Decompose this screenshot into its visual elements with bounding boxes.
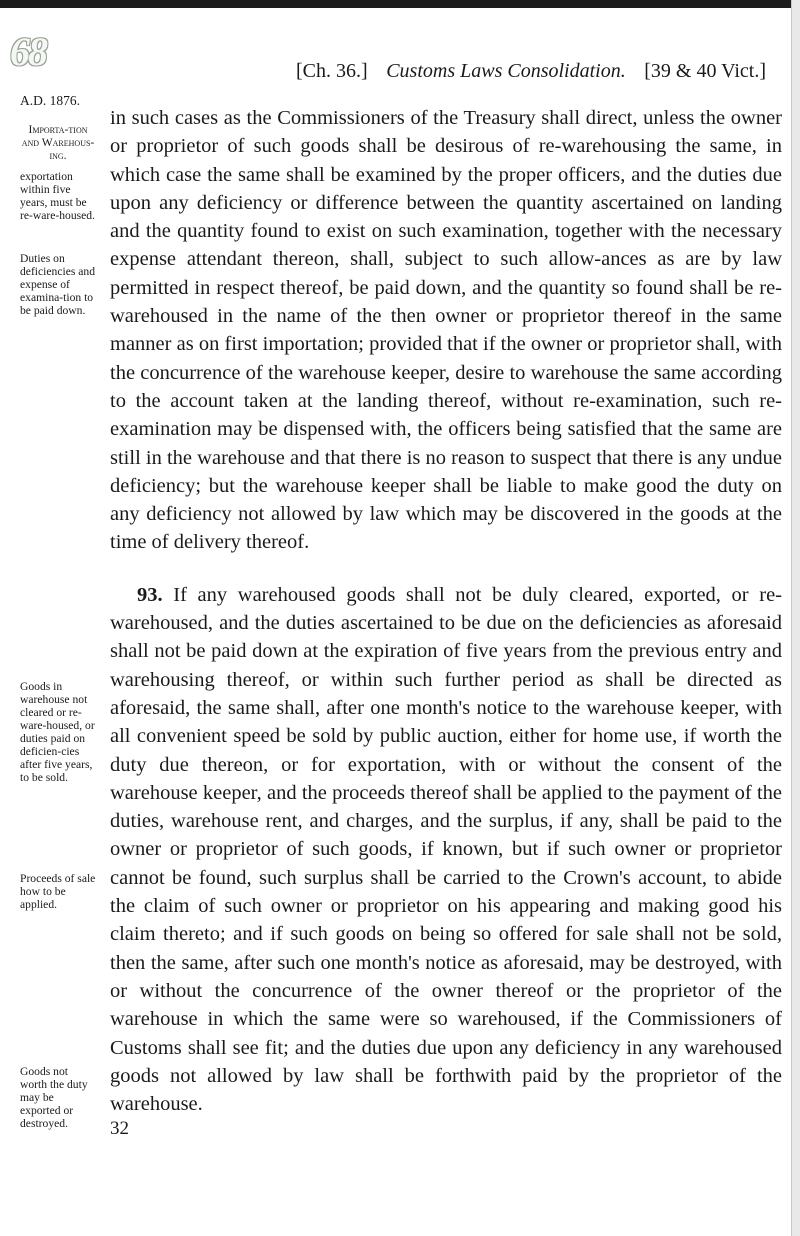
running-header (296, 60, 766, 83)
margin-date: A.D. 1876. (20, 93, 80, 108)
margin-subject-heading: Importa-tion and Warehous-ing. (21, 123, 95, 162)
section-93 (110, 581, 782, 1119)
margin-note-goods-sold: Goods in warehouse not cleared or re-ware-housed, or duties paid on deficien-cies after five years, to be sold. (20, 680, 95, 784)
right-scan-edge (791, 0, 800, 1236)
section-93-text: If any warehoused goods shall not be duly cleared, exported, or re-warehoused, and the duties ascertained to be due on the deficiencies as aforesaid shall not be paid down at the expiration of five years from the previous entry and warehousing thereof, or within such further period as shall be directed as aforesaid, the same shall, after one month's notice to the warehouse keeper, with all convenient speed be sold by public auction, either for home use, if worth the duty due thereon, or for exportation, with or without the consent of the warehouse keeper, and the proceeds thereof shall be applied to the payment of the duties, warehouse rent, and charges, and the surplus, if any, shall be paid to the owner or proprietor of such goods, if known, but if such owner or proprietor cannot be found, such surplus shall be carried to the Crown's account, to abide the claim of such owner or proprietor on his appearing and making good his claim thereto; and if such goods on being so offered for sale shall not be sold, then the same, after such one month's notice as aforesaid, may be destroyed, with or without the concurrence of the owner thereof or the proprietor of the warehouse in which the same were so warehoused, if the Commissioners of Customs shall see fit; and the duties due upon any deficiency in any warehoused goods not allowed by law shall be forthwith paid by the proprietor of the warehouse. (110, 583, 783, 1116)
header-regnal-year: [39 & 40 Vict.] (644, 60, 766, 82)
header-chapter: [Ch. 36.] (296, 60, 368, 82)
section-number: 93. (137, 583, 163, 606)
margin-note-proceeds: Proceeds of sale how to be applied. (20, 872, 96, 911)
header-title: Customs Laws Consolidation. (386, 60, 626, 82)
margin-note-duties-on-deficiencies: Duties on deficiencies and expense of examina-tion to be paid down. (20, 252, 95, 317)
margin-note-exportation: exportation within five years, must be re-ware-housed. (20, 170, 95, 222)
main-text (110, 104, 782, 1140)
handwritten-folio-mark: 68 (10, 29, 46, 74)
top-scan-edge (0, 0, 800, 8)
paragraph-continuation: in such cases as the Commissioners of the Treasury shall direct, unless the owner or proprietor of such goods shall be desirous of re-warehousing the same, in which case the same shall be examined by the proper officers, and the duties due upon any deficiency or difference between the quantity ascertained on landing and the quantity found to exist on such examination, together with the necessary expense attendant thereon, shall, subject to such allow-ances as are by law permitted in respect thereof, be paid down, and the quantity so found shall be re-warehoused in the name of the then owner or proprietor thereof in the same manner as on first importation; provided that if the owner or proprietor shall, with the concurrence of the warehouse keeper, desire to warehouse the same according to the account taken at the landing thereof, without re-examination, such re-examination may be dispensed with, the officers being satisfied that the same are still in the warehouse and that there is no reason to suspect that there is any undue deficiency; but the warehouse keeper shall be liable to make good the duty on any deficiency not allowed by law which may be discovered in the goods at the time of delivery thereof. (110, 107, 782, 554)
page-number: 32 (110, 1118, 129, 1140)
margin-note-goods-destroyed: Goods not worth the duty may be exported or destroyed. (20, 1065, 88, 1130)
